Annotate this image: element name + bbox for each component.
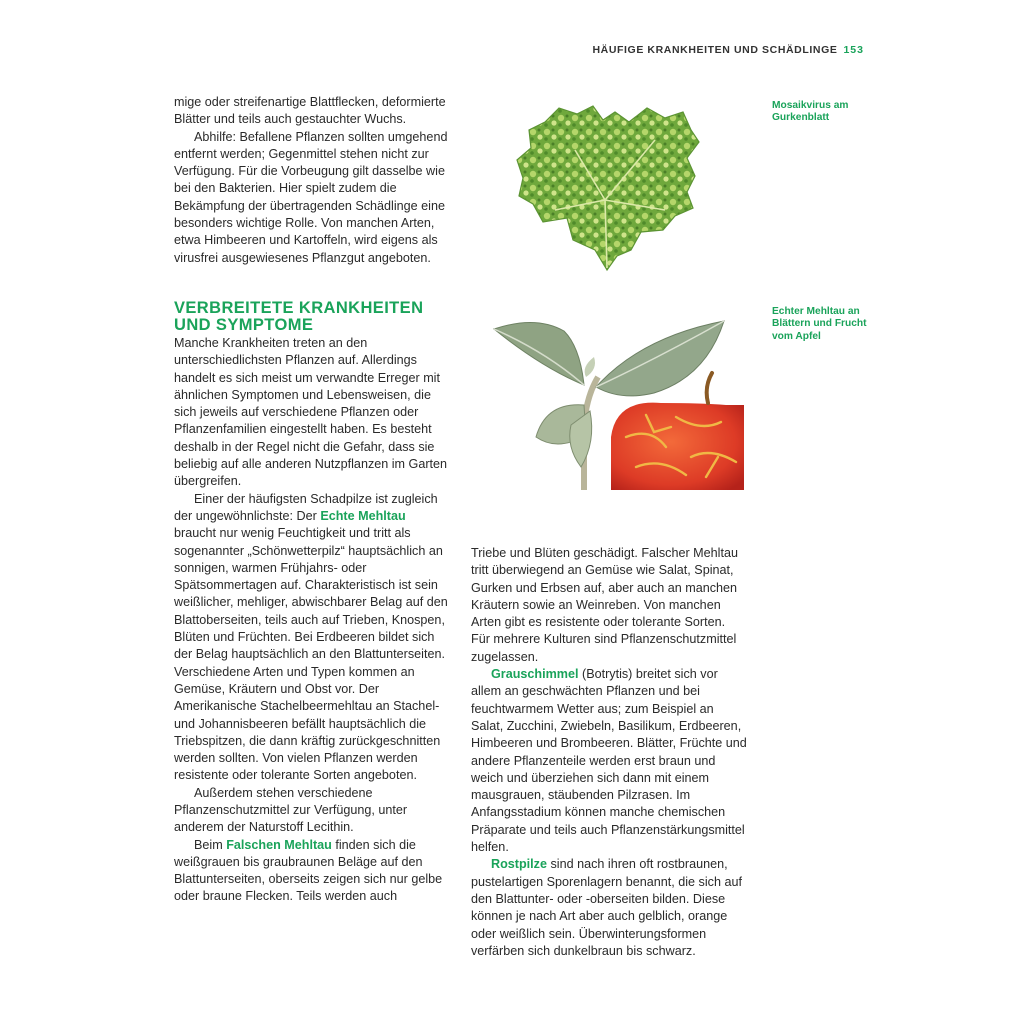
- paragraph-text: braucht nur wenig Feuchtigkeit und tritt als sogenannter „Schönwetterpilz“ hauptsächlich an sonnigen, warmen Frühjahrs- oder Spätsommertagen auf. Charakteristisch ist sein weißlicher, mehliger, abwischbarer Belag auf den Blattoberseiten, teils auch auf Trieben, Knospen, Blüten und Früchten. Bei Erdbeeren bildet sich der Belag hauptsächlich an den Blattunterseiten. Verschiedene Arten und Typen kommen an Gemüse, Kräutern und Obst vor. Der Amerikanische Stachelbeermehltau an Stachel- und Johannisbeeren befällt hauptsächlich die Triebspitzen, die dann kräftig zurückgeschnitten werden sollten. Von vielen Pflanzen werden resistente oder tolerante Sorten angeboten.: [174, 526, 448, 783]
- keyword-falscher-mehltau: Falschen Mehltau: [226, 837, 332, 852]
- text-column-left: [174, 94, 450, 906]
- apple-mildew-image: [486, 307, 744, 490]
- running-header: [592, 44, 864, 56]
- caption-echter-mehltau: Echter Mehltau an Blättern und Frucht vom Apfel: [772, 306, 867, 342]
- text-column-right: [471, 545, 747, 960]
- paragraph: Abhilfe: Befallene Pflanzen sollten umgehend entfernt werden; Gegenmittel stehen nicht zur Verfügung. Für die Vorbeugung gilt dasselbe wie bei den Bakterien. Hier spielt zudem die Bekämpfung der übertragenden Schädlinge eine besonders wichtige Rolle. Von manchen Arten, etwa Himbeeren und Kartoffeln, wird eigens als virusfrei ausgewiesenes Pflanzgut angeboten.: [174, 129, 448, 265]
- paragraph: [174, 491, 450, 785]
- keyword-rostpilze: Rostpilze: [491, 857, 547, 872]
- paragraph: [471, 666, 747, 856]
- paragraph-text: sind nach ihren oft rostbraunen, pustelartigen Sporenlagern benannt, die sich auf den Blattunter- oder -oberseiten bilden. Diese können je nach Art aber auch gelblich, orange oder weißlich sein. Überwinterungsformen verfärben sich dunkelbraun bis schwarz.: [471, 857, 742, 958]
- header-title: HÄUFIGE KRANKHEITEN UND SCHÄDLINGE: [592, 44, 838, 56]
- paragraph-text: Beim: [194, 837, 227, 852]
- keyword-grauschimmel: Grauschimmel: [491, 667, 579, 682]
- paragraph: [471, 856, 747, 960]
- paragraph: Außerdem stehen verschiedene Pflanzenschutzmittel zur Verfügung, unter anderem der Naturstoff Lecithin.: [174, 785, 408, 835]
- page-number: 153: [843, 44, 864, 56]
- keyword-echte-mehltau: Echte Mehltau: [320, 508, 406, 523]
- paragraph: mige oder streifenartige Blattflecken, deformierte Blätter und teils auch gestauchter Wuchs.: [174, 95, 446, 127]
- paragraph-text: finden sich die weißgrauen bis graubraunen Beläge auf den Blattunterseiten, oberseits zeigen sich nur gelbe oder braune Flecken. Teils werden auch: [174, 837, 443, 904]
- caption-mosaikvirus: Mosaikvirus am Gurkenblatt: [772, 100, 849, 124]
- paragraph: [174, 837, 450, 906]
- section-heading: VERBREITETE KRANKHEITEN UND SYMPTOME: [174, 298, 424, 335]
- cucumber-leaf-image: [515, 100, 700, 272]
- paragraph: Manche Krankheiten treten an den unterschiedlichsten Pflanzen auf. Allerdings handelt es sich meist um verwandte Erreger mit ähnlichen Symptomen und Lebensweisen, die sich jeweils auf verschiedene Pflanzen oder Pflanzenfamilien eingestellt haben. Es besteht deshalb in der Regel nicht die Gefahr, dass sie beliebig auf alle anderen Nutzpflanzen im Garten übergreifen.: [174, 335, 448, 489]
- paragraph-text: Einer der häufigsten Schadpilze ist zugleich der ungewöhnlichste: Der: [174, 491, 438, 523]
- paragraph: Triebe und Blüten geschädigt. Falscher Mehltau tritt überwiegend an Gemüse wie Salat, Spinat, Gurken und Erbsen auf, aber auch an manchen Kräutern sowie an Weinreben. Von manchen Arten gibt es resistente oder tolerante Sorten. Für mehrere Kulturen sind Pflanzenschutzmittel zugelassen.: [471, 546, 738, 664]
- paragraph-text: (Botrytis) breitet sich vor allem an geschwächten Pflanzen und bei feuchtwarmem Wetter aus; zum Beispiel an Salat, Zucchini, Zwiebeln, Basilikum, Erdbeeren, Himbeeren und Brombeeren. Blätter, Früchte und andere Pflanzenteile werden erst braun und weich und überziehen sich dann mit einem mausgrauen, stäubenden Pilzrasen. Im Anfangsstadium können manche chemischen Präparate und teils auch Pflanzenstärkungsmittel helfen.: [471, 667, 747, 855]
